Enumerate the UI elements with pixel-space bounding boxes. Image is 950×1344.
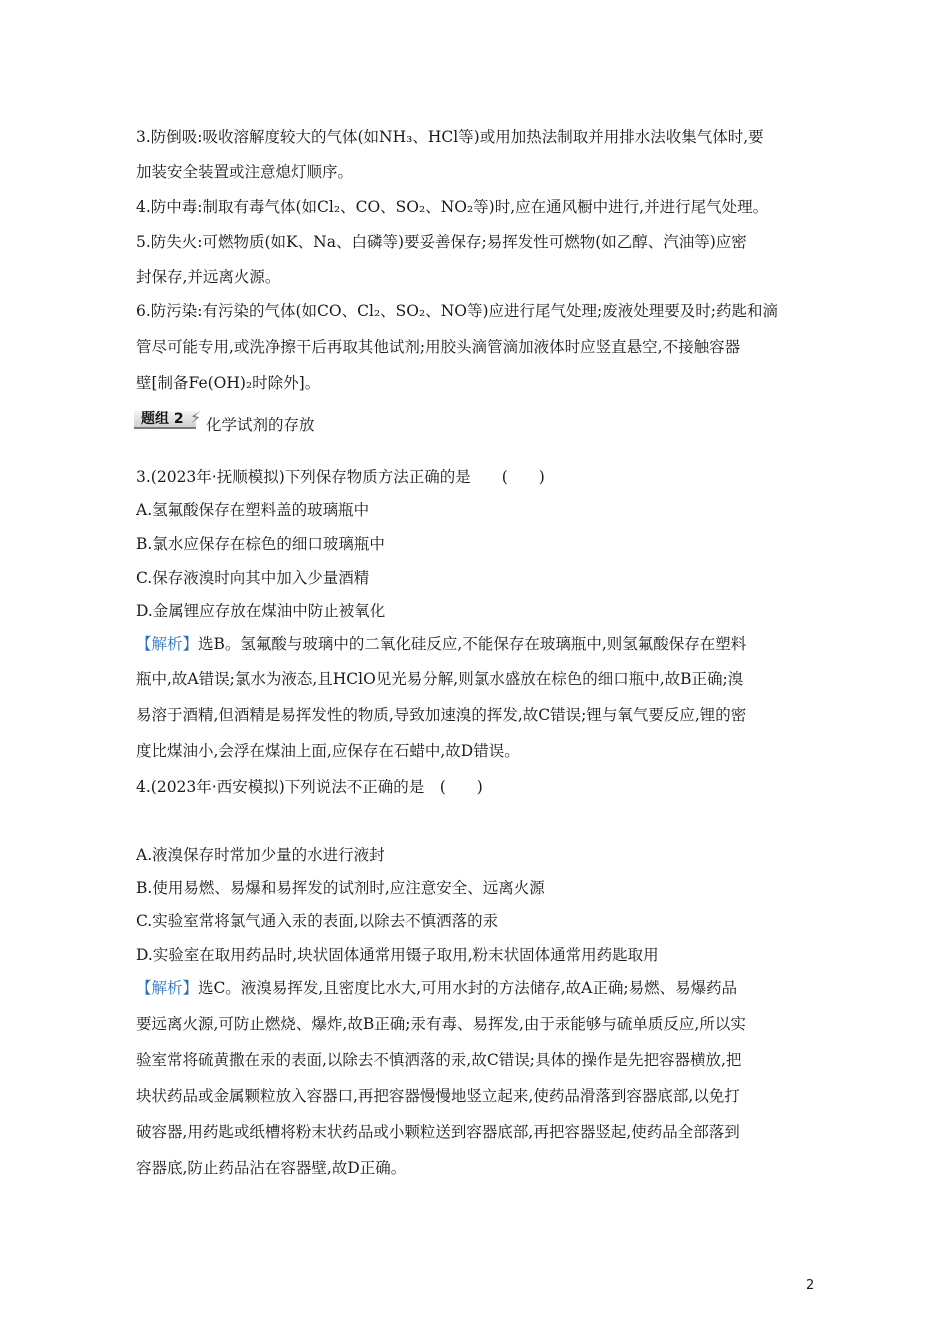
q4-analysis-line-3: 验室常将硫黄撒在汞的表面,以除去不慎洒落的汞,故C错误;具体的操作是先把容器横放,把 [136,1051,742,1069]
q3-stem: 3.(2023年·抚顺模拟)下列保存物质方法正确的是 ( ) [136,468,545,486]
q4-option-b: B.使用易燃、易爆和易挥发的试剂时,应注意安全、远离火源 [136,879,545,897]
safety-line-4: 5.防失火:可燃物质(如K、Na、白磷等)要妥善保存;易挥发性可燃物(如乙醇、汽油等)应密 [136,233,747,251]
q4-option-a: A.液溴保存时常加少量的水进行液封 [136,846,385,864]
q4-analysis-line-2: 要远离火源,可防止燃烧、爆炸,故B正确;汞有毒、易挥发,由于汞能够与硫单质反应,所以实 [136,1015,746,1033]
q3-analysis-line-2: 瓶中,故A错误;氯水为液态,且HClO见光易分解,则氯水盛放在棕色的细口瓶中,故B正确;溴 [136,670,744,688]
page-number: 2 [806,1278,815,1293]
safety-line-8: 壁[制备Fe(OH)₂时除外]。 [136,374,321,392]
q3-option-c: C.保存液溴时向其中加入少量酒精 [136,569,370,587]
q3-option-d: D.金属锂应存放在煤油中防止被氧化 [136,602,386,620]
q3-analysis-line-1 [136,633,746,655]
safety-line-3: 4.防中毒:制取有毒气体(如Cl₂、CO、SO₂、NO₂等)时,应在通风橱中进行,并进行尾气处理。 [136,198,769,216]
group-title: 化学试剂的存放 [206,416,315,434]
q3-analysis-line-3: 易溶于酒精,但酒精是易挥发性的物质,导致加速溴的挥发,故C错误;锂与氧气要反应,锂的密 [136,706,747,724]
q4-analysis-line-1 [136,977,737,999]
safety-line-1: 3.防倒吸:吸收溶解度较大的气体(如NH₃、HCl等)或用加热法制取并用排水法收集气体时,要 [136,128,764,146]
safety-line-2: 加装安全装置或注意熄灯顺序。 [136,163,354,181]
lightning-icon: ⚡ [190,408,202,427]
safety-line-7: 管尽可能专用,或洗净擦干后再取其他试剂;用胶头滴管滴加液体时应竖直悬空,不接触容器 [136,338,741,356]
group-badge [134,408,206,430]
analysis-tag: 【解析】 [136,635,199,653]
q4-analysis-text-1: 选C。液溴易挥发,且密度比水大,可用水封的方法储存,故A正确;易燃、易爆药品 [198,979,738,997]
q4-analysis-line-4: 块状药品或金属颗粒放入容器口,再把容器慢慢地竖立起来,使药品滑落到容器底部,以免打 [136,1087,740,1105]
q3-analysis-text-1: 选B。氢氟酸与玻璃中的二氧化硅反应,不能保存在玻璃瓶中,则氢氟酸保存在塑料 [198,635,747,653]
safety-line-6: 6.防污染:有污染的气体(如CO、Cl₂、SO₂、NO等)应进行尾气处理;废液处理要及时;药匙和滴 [136,302,778,320]
q4-option-c: C.实验室常将氯气通入汞的表面,以除去不慎洒落的汞 [136,912,499,930]
analysis-tag: 【解析】 [136,979,199,997]
q4-analysis-line-5: 破容器,用药匙或纸槽将粉末状药品或小颗粒送到容器底部,再把容器竖起,使药品全部落到 [136,1123,740,1141]
q3-analysis-line-4: 度比煤油小,会浮在煤油上面,应保存在石蜡中,故D错误。 [136,742,520,760]
q4-option-d: D.实验室在取用药品时,块状固体通常用镊子取用,粉末状固体通常用药匙取用 [136,946,659,964]
group-badge-label: 题组 2 [141,411,184,427]
q4-stem: 4.(2023年·西安模拟)下列说法不正确的是 ( ) [136,778,483,796]
safety-line-5: 封保存,并远离火源。 [136,268,281,286]
q3-option-b: B.氯水应保存在棕色的细口玻璃瓶中 [136,535,385,553]
q3-option-a: A.氢氟酸保存在塑料盖的玻璃瓶中 [136,501,370,519]
q4-analysis-line-6: 容器底,防止药品沾在容器壁,故D正确。 [136,1159,407,1177]
